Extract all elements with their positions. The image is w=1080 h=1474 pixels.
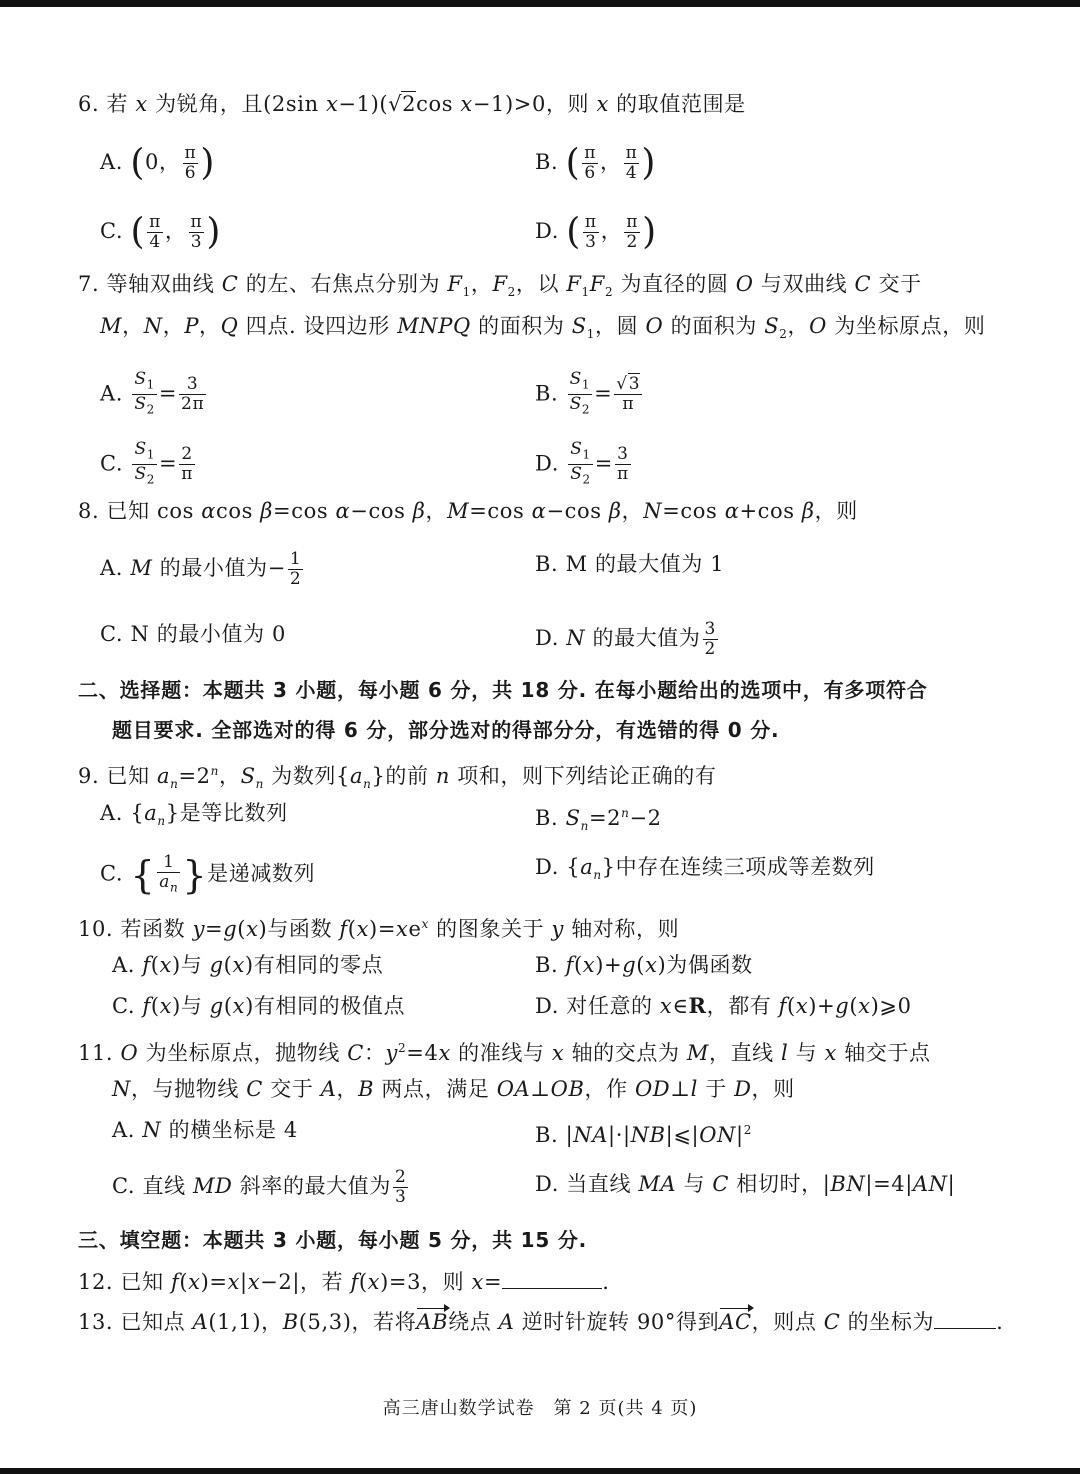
q8-stem: 8. 已知 cos αcos β=cos α−cos β，M=cos α−cos β，N=cos α+cos β，则	[78, 499, 858, 523]
q10-option-c[interactable]: C. f(x)与 g(x)有相同的极值点	[112, 994, 406, 1018]
q10-option-b[interactable]: B. f(x)+g(x)为偶函数	[535, 953, 753, 977]
q7-option-c[interactable]: C. $\frac{S_1}{S_2}$ = $\frac{2}{\pi}$	[100, 439, 193, 487]
q7-stem-line1: 7. 等轴双曲线 C 的左、右焦点分别为 $F_1$，$F_2$，以 $F_1F_2$ 为直径的圆 O 与双曲线 C 交于	[78, 272, 922, 300]
q8-option-b-text: B. M 的最大值为 1	[535, 552, 725, 576]
q12: 12. 已知 f(x)=x|x−2|，若 f(x)=3，则 x= .	[78, 1270, 610, 1294]
q9-option-b[interactable]: B. $S_n=2^n-2$	[535, 806, 662, 834]
q11-option-c[interactable]: C. 直线 MD 斜率的最大值为 $\frac{2}{3}$	[112, 1167, 407, 1207]
section2-heading-line2: 题目要求. 全部选对的得 6 分，部分选对的得部分分，有选错的得 0 分.	[112, 718, 780, 742]
section3-heading: 三、填空题：本题共 3 小题，每小题 5 分，共 15 分.	[78, 1228, 588, 1252]
q13-answer-blank[interactable]	[934, 1310, 996, 1329]
q9-option-c[interactable]: C. { $\frac{1}{a_n}$ }是递减数列	[100, 852, 316, 898]
top-border	[0, 0, 1080, 7]
q6-stem: 6. 若 x 为锐角，且(2sin x−1)(√2cos x−1)>0，则 x 的取值范围是	[78, 92, 746, 116]
q11-option-a[interactable]: A. N 的横坐标是 4	[112, 1118, 298, 1142]
q6-option-c[interactable]: C. ( $\frac{\pi}{4}$ ， $\frac{\pi}{3}$ )	[100, 211, 221, 253]
q7-option-b[interactable]: B. $\frac{S_1}{S_2}$ = $\frac{√3}{\pi}$	[535, 369, 641, 417]
q10-option-d[interactable]: D. 对任意的 x∈R，都有 f(x)+g(x)⩾0	[535, 993, 912, 1018]
q10-option-a[interactable]: A. f(x)与 g(x)有相同的零点	[112, 953, 384, 977]
q8-option-c[interactable]	[100, 620, 286, 648]
q9-option-d[interactable]: D. $\{a_n\}$中存在连续三项成等差数列	[535, 855, 875, 883]
q7-option-d[interactable]: D. $\frac{S_1}{S_2}$ = $\frac{3}{\pi}$	[535, 439, 629, 487]
q8-option-d[interactable]: D. N 的最大值为 $\frac{3}{2}$	[535, 619, 716, 659]
bottom-border	[0, 1468, 1080, 1474]
q6-option-a[interactable]: A. (0， $\frac{\pi}{6}$ )	[100, 142, 215, 184]
q11-stem-line2: N，与抛物线 C 交于 A，B 两点，满足 OA⊥OB，作 OD⊥l 于 D，则	[112, 1077, 795, 1101]
q11-stem-line1: 11. O 为坐标原点，抛物线 C：$y^2=4x$ 的准线与 x 轴的交点为 M，直线 l 与 x 轴交于点	[78, 1041, 931, 1065]
section2-heading: 二、选择题：本题共 3 小题，每小题 6 分，共 18 分. 在每小题给出的选项中，有多项符合	[78, 678, 928, 702]
q6-option-b[interactable]: B. ( $\frac{\pi}{6}$ ， $\frac{\pi}{4}$ )	[535, 142, 657, 184]
q7-option-a[interactable]: A. $\frac{S_1}{S_2}$ = $\frac{3}{2\pi}$	[100, 369, 205, 417]
q11-option-d[interactable]: D. 当直线 MA 与 C 相切时，|BN|=4|AN|	[535, 1172, 956, 1196]
q7-stem-line2: M，N，P，Q 四点. 设四边形 MNPQ 的面积为 $S_1$，圆 O 的面积为 $S_2$，O 为坐标原点，则	[100, 314, 986, 342]
q12-answer-blank[interactable]	[502, 1270, 602, 1289]
q9-stem: 9. 已知 $a_n=2^n$，$S_n$ 为数列$\{a_n\}$的前 n 项和，则下列结论正确的有	[78, 764, 717, 792]
q9-option-a[interactable]: A. $\{a_n\}$是等比数列	[100, 801, 288, 829]
q8-option-b[interactable]	[535, 550, 724, 578]
page-footer: 高三唐山数学试卷 第 2 页(共 4 页)	[382, 1398, 698, 1419]
q6-option-d[interactable]: D. ( $\frac{\pi}{3}$ ， $\frac{\pi}{2}$ )	[535, 211, 657, 253]
q13: 13. 已知点 A(1,1)，B(5,3)，若将AB绕点 A 逆时针旋转 90°得到AC，则点 C 的坐标为 .	[78, 1310, 1004, 1334]
q10-stem: 10. 若函数 y=g(x)与函数 $f(x)=xe^x$ 的图象关于 y 轴对称，则	[78, 917, 680, 941]
q11-option-b[interactable]: B. $|NA|\cdot|NB|⩽|ON|^2$	[535, 1123, 752, 1147]
q8-option-a[interactable]: A. M 的最小值为− $\frac{1}{2}$	[100, 549, 302, 589]
q8-option-c-text: C. N 的最小值为 0	[100, 622, 286, 646]
